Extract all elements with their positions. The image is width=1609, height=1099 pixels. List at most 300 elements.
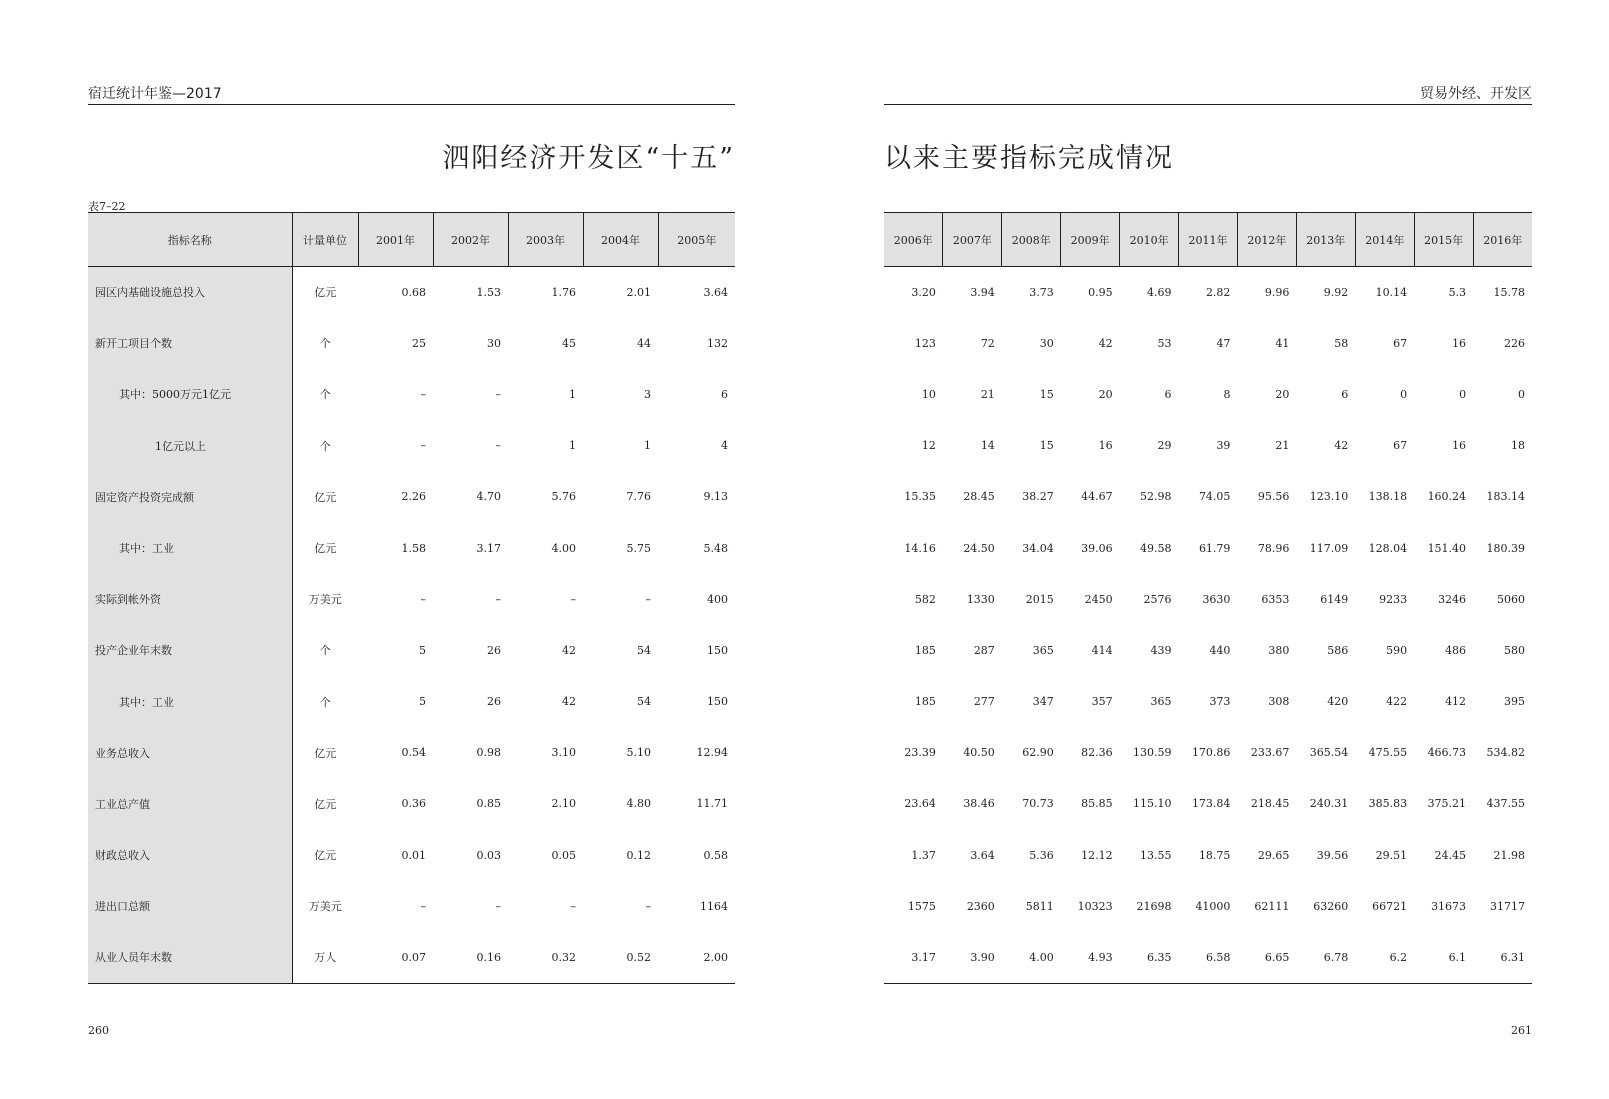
value-cell: 3.17: [476, 541, 501, 555]
value-cell: 67: [1393, 336, 1408, 350]
value-cell: 41: [1275, 336, 1290, 350]
value-cell: 6.65: [1264, 950, 1290, 964]
value-cell: 10.14: [1375, 285, 1408, 299]
value-cell: 580: [1504, 643, 1525, 657]
value-cell: 1.58: [401, 541, 426, 555]
table-row: [884, 625, 1532, 676]
unit-cell: 个: [319, 388, 331, 402]
value-cell: 24.45: [1434, 848, 1467, 862]
value-cell: 308: [1268, 695, 1290, 709]
value-cell: 52.98: [1140, 490, 1172, 504]
value-cell: 400: [707, 592, 728, 606]
value-cell: 45: [562, 336, 576, 350]
value-cell: 277: [973, 695, 995, 709]
value-cell: 28.45: [963, 490, 995, 504]
table-row: [88, 881, 735, 932]
value-cell: 61.79: [1198, 541, 1231, 555]
value-cell: 3.64: [703, 285, 728, 299]
value-cell: 1.76: [551, 285, 576, 299]
value-cell: 1.53: [476, 285, 501, 299]
header-year: 2016年: [1473, 213, 1532, 267]
value-cell: 9.96: [1264, 285, 1290, 299]
table-row: [88, 420, 735, 471]
header-year: 2015年: [1414, 213, 1473, 267]
value-cell: 160.24: [1427, 490, 1467, 504]
value-cell: 115.10: [1133, 797, 1172, 811]
table-row: [884, 267, 1532, 318]
value-cell: 31717: [1490, 899, 1525, 913]
value-cell: –: [495, 899, 501, 913]
value-cell: 14: [980, 439, 995, 453]
table-row: [884, 318, 1532, 369]
value-cell: 2.82: [1205, 285, 1231, 299]
value-cell: 70.73: [1022, 797, 1054, 811]
value-cell: 287: [973, 643, 995, 657]
value-cell: 486: [1445, 643, 1467, 657]
header-year: 2010年: [1120, 213, 1179, 267]
value-cell: 395: [1504, 695, 1525, 709]
table-row: [884, 676, 1532, 727]
header-year: 2003年: [508, 213, 583, 267]
header-year: 2006年: [884, 213, 943, 267]
value-cell: 42: [562, 695, 576, 709]
value-cell: 0.95: [1088, 285, 1113, 299]
value-cell: 385.83: [1368, 797, 1408, 811]
indicator-name: 固定资产投资完成额: [88, 471, 292, 522]
value-cell: 534.82: [1486, 746, 1525, 760]
value-cell: 6: [721, 387, 728, 401]
value-cell: 38.27: [1022, 490, 1054, 504]
value-cell: 6149: [1320, 592, 1349, 606]
value-cell: 21: [1275, 439, 1290, 453]
value-cell: 233.67: [1250, 746, 1290, 760]
value-cell: 29: [1157, 439, 1172, 453]
left-page: [88, 0, 735, 1099]
running-head-right: 贸易外经、开发区: [884, 83, 1532, 105]
indicator-name: 实际到帐外资: [88, 574, 292, 625]
table-row: [884, 369, 1532, 420]
value-cell: 10: [921, 387, 936, 401]
value-cell: 2.01: [626, 285, 651, 299]
value-cell: 9.92: [1323, 285, 1349, 299]
value-cell: –: [645, 592, 651, 606]
value-cell: 62111: [1254, 899, 1290, 913]
value-cell: 1164: [700, 899, 728, 913]
header-year: 2002年: [433, 213, 508, 267]
value-cell: 44: [637, 336, 651, 350]
value-cell: 365: [1150, 695, 1172, 709]
header-year: 2004年: [583, 213, 658, 267]
value-cell: 40.50: [963, 746, 995, 760]
table-row: [884, 522, 1532, 573]
table-row: [88, 932, 735, 983]
table-row: [88, 267, 735, 318]
value-cell: 2450: [1084, 592, 1113, 606]
value-cell: 12.94: [696, 746, 728, 760]
value-cell: 39.06: [1081, 541, 1113, 555]
value-cell: 5.48: [703, 541, 728, 555]
table-header-row: [88, 213, 735, 267]
value-cell: 16: [1452, 336, 1467, 350]
value-cell: 412: [1445, 695, 1467, 709]
value-cell: 6.78: [1323, 950, 1349, 964]
value-cell: 15: [1039, 387, 1054, 401]
value-cell: –: [495, 387, 501, 401]
value-cell: 138.18: [1368, 490, 1408, 504]
value-cell: 347: [1032, 695, 1054, 709]
value-cell: 6353: [1261, 592, 1290, 606]
value-cell: 78.96: [1257, 541, 1290, 555]
table-row: [884, 932, 1532, 983]
value-cell: 15.35: [904, 490, 936, 504]
value-cell: 26: [487, 643, 501, 657]
value-cell: 180.39: [1486, 541, 1525, 555]
unit-cell: 亿元: [314, 286, 337, 300]
value-cell: 6.2: [1389, 950, 1408, 964]
value-cell: 42: [1098, 336, 1113, 350]
value-cell: 30: [487, 336, 501, 350]
table-row: [88, 369, 735, 420]
value-cell: 132: [707, 336, 728, 350]
page-number-left: 260: [88, 1024, 109, 1037]
indicator-name: 业务总收入: [88, 727, 292, 778]
value-cell: 185: [914, 643, 936, 657]
table-row: [88, 471, 735, 522]
value-cell: 72: [980, 336, 995, 350]
value-cell: 23.39: [904, 746, 936, 760]
value-cell: –: [495, 592, 501, 606]
value-cell: 6.58: [1205, 950, 1231, 964]
value-cell: 0.68: [401, 285, 426, 299]
table-row: [884, 778, 1532, 829]
value-cell: 2.26: [401, 490, 426, 504]
value-cell: 42: [562, 643, 576, 657]
value-cell: 29.51: [1375, 848, 1408, 862]
value-cell: 1.37: [911, 848, 936, 862]
value-cell: 21698: [1136, 899, 1172, 913]
header-year: 2009年: [1061, 213, 1120, 267]
value-cell: 95.56: [1257, 490, 1290, 504]
value-cell: 0.12: [626, 848, 651, 862]
header-year: 2008年: [1002, 213, 1061, 267]
value-cell: 440: [1209, 643, 1231, 657]
value-cell: 20: [1098, 387, 1113, 401]
table-row: [88, 625, 735, 676]
value-cell: 39: [1216, 439, 1231, 453]
value-cell: 0: [1400, 387, 1408, 401]
value-cell: –: [495, 439, 501, 453]
value-cell: 414: [1091, 643, 1113, 657]
value-cell: 10323: [1077, 899, 1113, 913]
value-cell: 0.58: [703, 848, 728, 862]
value-cell: 2576: [1143, 592, 1172, 606]
value-cell: 47: [1216, 336, 1231, 350]
value-cell: 14.16: [904, 541, 936, 555]
value-cell: 4.00: [1029, 950, 1054, 964]
value-cell: 422: [1386, 695, 1408, 709]
value-cell: 15: [1039, 439, 1054, 453]
indicator-name: 工业总产值: [88, 778, 292, 829]
value-cell: –: [570, 592, 576, 606]
value-cell: 3.10: [551, 746, 576, 760]
value-cell: 183.14: [1486, 490, 1525, 504]
value-cell: 30: [1039, 336, 1054, 350]
value-cell: 4: [721, 439, 728, 453]
value-cell: 375.21: [1427, 797, 1467, 811]
value-cell: 5: [419, 695, 426, 709]
unit-cell: 亿元: [314, 849, 337, 863]
value-cell: 3.73: [1029, 285, 1054, 299]
value-cell: 123: [914, 336, 936, 350]
value-cell: 54: [637, 643, 651, 657]
value-cell: 373: [1209, 695, 1231, 709]
value-cell: 12: [921, 439, 936, 453]
indicator-name: 园区内基础设施总投入: [88, 267, 292, 318]
unit-cell: 万人: [314, 951, 337, 965]
header-year: 2014年: [1355, 213, 1414, 267]
value-cell: 63260: [1313, 899, 1349, 913]
table-row: [884, 420, 1532, 471]
value-cell: 357: [1091, 695, 1113, 709]
value-cell: 2.00: [703, 950, 728, 964]
value-cell: 0.07: [401, 950, 426, 964]
indicator-name: 进出口总额: [88, 881, 292, 932]
indicator-name: 其中：工业: [88, 676, 292, 727]
header-year: 2007年: [943, 213, 1002, 267]
value-cell: 170.86: [1191, 746, 1231, 760]
indicator-table-right: [884, 212, 1532, 984]
header-unit: 计量单位: [292, 213, 358, 267]
value-cell: 3.94: [970, 285, 995, 299]
value-cell: 74.05: [1198, 490, 1231, 504]
value-cell: 380: [1268, 643, 1290, 657]
unit-cell: 亿元: [314, 542, 337, 556]
unit-cell: 万美元: [308, 593, 342, 607]
value-cell: 130.59: [1133, 746, 1172, 760]
unit-cell: 亿元: [314, 746, 337, 760]
value-cell: 0.52: [626, 950, 651, 964]
value-cell: 117.09: [1309, 541, 1349, 555]
value-cell: 0.16: [476, 950, 501, 964]
value-cell: 151.40: [1427, 541, 1467, 555]
value-cell: 58: [1334, 336, 1349, 350]
value-cell: 0.85: [476, 797, 501, 811]
table-row: [884, 727, 1532, 778]
unit-cell: 个: [319, 439, 331, 453]
value-cell: 5.75: [626, 541, 651, 555]
table-row: [884, 881, 1532, 932]
table-row: [88, 318, 735, 369]
value-cell: 128.04: [1368, 541, 1408, 555]
value-cell: 0.98: [476, 746, 501, 760]
value-cell: 5.3: [1448, 285, 1467, 299]
indicator-name: 其中：工业: [88, 522, 292, 573]
value-cell: 2.10: [551, 797, 576, 811]
value-cell: 0.36: [401, 797, 426, 811]
value-cell: 1330: [966, 592, 995, 606]
value-cell: 4.70: [476, 490, 501, 504]
value-cell: 150: [707, 695, 728, 709]
unit-cell: 亿元: [314, 490, 337, 504]
value-cell: 4.00: [551, 541, 576, 555]
value-cell: 44.67: [1081, 490, 1113, 504]
header-year: 2013年: [1296, 213, 1355, 267]
right-page: [884, 0, 1532, 1099]
value-cell: 3.64: [970, 848, 995, 862]
value-cell: 5.10: [626, 746, 651, 760]
value-cell: 16: [1098, 439, 1113, 453]
value-cell: 4.69: [1147, 285, 1172, 299]
value-cell: 3630: [1202, 592, 1231, 606]
value-cell: 6: [1164, 387, 1172, 401]
table-row: [88, 727, 735, 778]
table-number: 表7–22: [88, 200, 126, 213]
page-number-right: 261: [1511, 1024, 1532, 1037]
unit-cell: 亿元: [314, 797, 337, 811]
value-cell: 5.36: [1029, 848, 1054, 862]
value-cell: 53: [1157, 336, 1172, 350]
value-cell: –: [570, 899, 576, 913]
value-cell: 18: [1511, 439, 1525, 453]
value-cell: 39.56: [1316, 848, 1349, 862]
value-cell: 2015: [1025, 592, 1054, 606]
value-cell: 9.13: [703, 490, 728, 504]
unit-cell: 个: [319, 644, 331, 658]
value-cell: 3.90: [970, 950, 995, 964]
value-cell: 0.54: [401, 746, 426, 760]
value-cell: 6.35: [1147, 950, 1172, 964]
header-year: 2011年: [1179, 213, 1238, 267]
value-cell: 0.32: [551, 950, 576, 964]
value-cell: 5811: [1025, 899, 1054, 913]
header-year: 2005年: [658, 213, 735, 267]
value-cell: –: [420, 592, 426, 606]
value-cell: 24.50: [963, 541, 995, 555]
value-cell: 66721: [1372, 899, 1408, 913]
indicator-name: 财政总收入: [88, 830, 292, 881]
value-cell: 21.98: [1493, 848, 1525, 862]
value-cell: 5.76: [551, 490, 576, 504]
value-cell: 185: [914, 695, 936, 709]
value-cell: 475.55: [1368, 746, 1408, 760]
value-cell: 5: [419, 643, 426, 657]
value-cell: 8: [1223, 387, 1231, 401]
value-cell: 4.93: [1088, 950, 1113, 964]
value-cell: 13.55: [1140, 848, 1172, 862]
value-cell: –: [420, 387, 426, 401]
value-cell: 0: [1459, 387, 1467, 401]
value-cell: 420: [1327, 695, 1349, 709]
value-cell: 6: [1341, 387, 1349, 401]
value-cell: 1: [569, 387, 576, 401]
value-cell: 0: [1518, 387, 1525, 401]
value-cell: 31673: [1431, 899, 1467, 913]
value-cell: 439: [1150, 643, 1172, 657]
table-row: [884, 574, 1532, 625]
value-cell: 7.76: [626, 490, 651, 504]
value-cell: 42: [1334, 439, 1349, 453]
value-cell: 21: [980, 387, 995, 401]
table-title-part-1: 泗阳经济开发区“十五”: [442, 143, 735, 174]
value-cell: 3246: [1438, 592, 1467, 606]
running-head-left: 宿迁统计年鉴—2017: [88, 83, 735, 105]
indicator-name: 投产企业年末数: [88, 625, 292, 676]
unit-cell: 万美元: [308, 900, 342, 914]
value-cell: 15.78: [1493, 285, 1525, 299]
table-row: [88, 522, 735, 573]
indicator-name: 其中：5000万元1亿元: [88, 369, 292, 420]
value-cell: 18.75: [1198, 848, 1231, 862]
value-cell: 23.64: [904, 797, 936, 811]
unit-cell: 个: [319, 337, 331, 351]
indicator-table-left: [88, 212, 735, 984]
value-cell: 0.03: [476, 848, 501, 862]
value-cell: 173.84: [1191, 797, 1231, 811]
value-cell: 582: [914, 592, 936, 606]
value-cell: 12.12: [1081, 848, 1113, 862]
unit-cell: 个: [319, 695, 331, 709]
table-title-part-2: 以来主要指标完成情况: [884, 143, 1174, 174]
table-header-row: [884, 213, 1532, 267]
value-cell: 3.20: [911, 285, 936, 299]
table-row: [884, 830, 1532, 881]
value-cell: 4.80: [626, 797, 651, 811]
value-cell: 123.10: [1309, 490, 1349, 504]
value-cell: 11.71: [696, 797, 728, 811]
value-cell: 1575: [907, 899, 936, 913]
value-cell: 62.90: [1022, 746, 1054, 760]
value-cell: 466.73: [1427, 746, 1467, 760]
table-row: [88, 778, 735, 829]
table-row: [884, 471, 1532, 522]
value-cell: –: [420, 439, 426, 453]
value-cell: 67: [1393, 439, 1408, 453]
value-cell: 26: [487, 695, 501, 709]
indicator-name: 从业人员年末数: [88, 932, 292, 983]
value-cell: 1: [569, 439, 576, 453]
value-cell: 38.46: [963, 797, 995, 811]
value-cell: 34.04: [1022, 541, 1054, 555]
table-row: [88, 830, 735, 881]
value-cell: 0.05: [551, 848, 576, 862]
value-cell: 54: [637, 695, 651, 709]
value-cell: 590: [1386, 643, 1408, 657]
value-cell: 226: [1504, 336, 1525, 350]
value-cell: –: [645, 899, 651, 913]
indicator-name: 1亿元以上: [88, 420, 292, 471]
value-cell: 365: [1032, 643, 1054, 657]
table-row: [88, 676, 735, 727]
value-cell: 3: [644, 387, 651, 401]
value-cell: 20: [1275, 387, 1290, 401]
table-row: [88, 574, 735, 625]
value-cell: 9233: [1379, 592, 1408, 606]
value-cell: 25: [412, 336, 426, 350]
value-cell: 29.65: [1257, 848, 1290, 862]
value-cell: 240.31: [1309, 797, 1349, 811]
header-year: 2001年: [358, 213, 433, 267]
value-cell: 6.31: [1500, 950, 1525, 964]
value-cell: 0.01: [401, 848, 426, 862]
value-cell: 82.36: [1081, 746, 1113, 760]
value-cell: 16: [1452, 439, 1467, 453]
value-cell: 3.17: [911, 950, 936, 964]
value-cell: 85.85: [1081, 797, 1113, 811]
value-cell: 5060: [1497, 592, 1525, 606]
value-cell: –: [420, 899, 426, 913]
value-cell: 41000: [1195, 899, 1231, 913]
value-cell: 49.58: [1140, 541, 1172, 555]
